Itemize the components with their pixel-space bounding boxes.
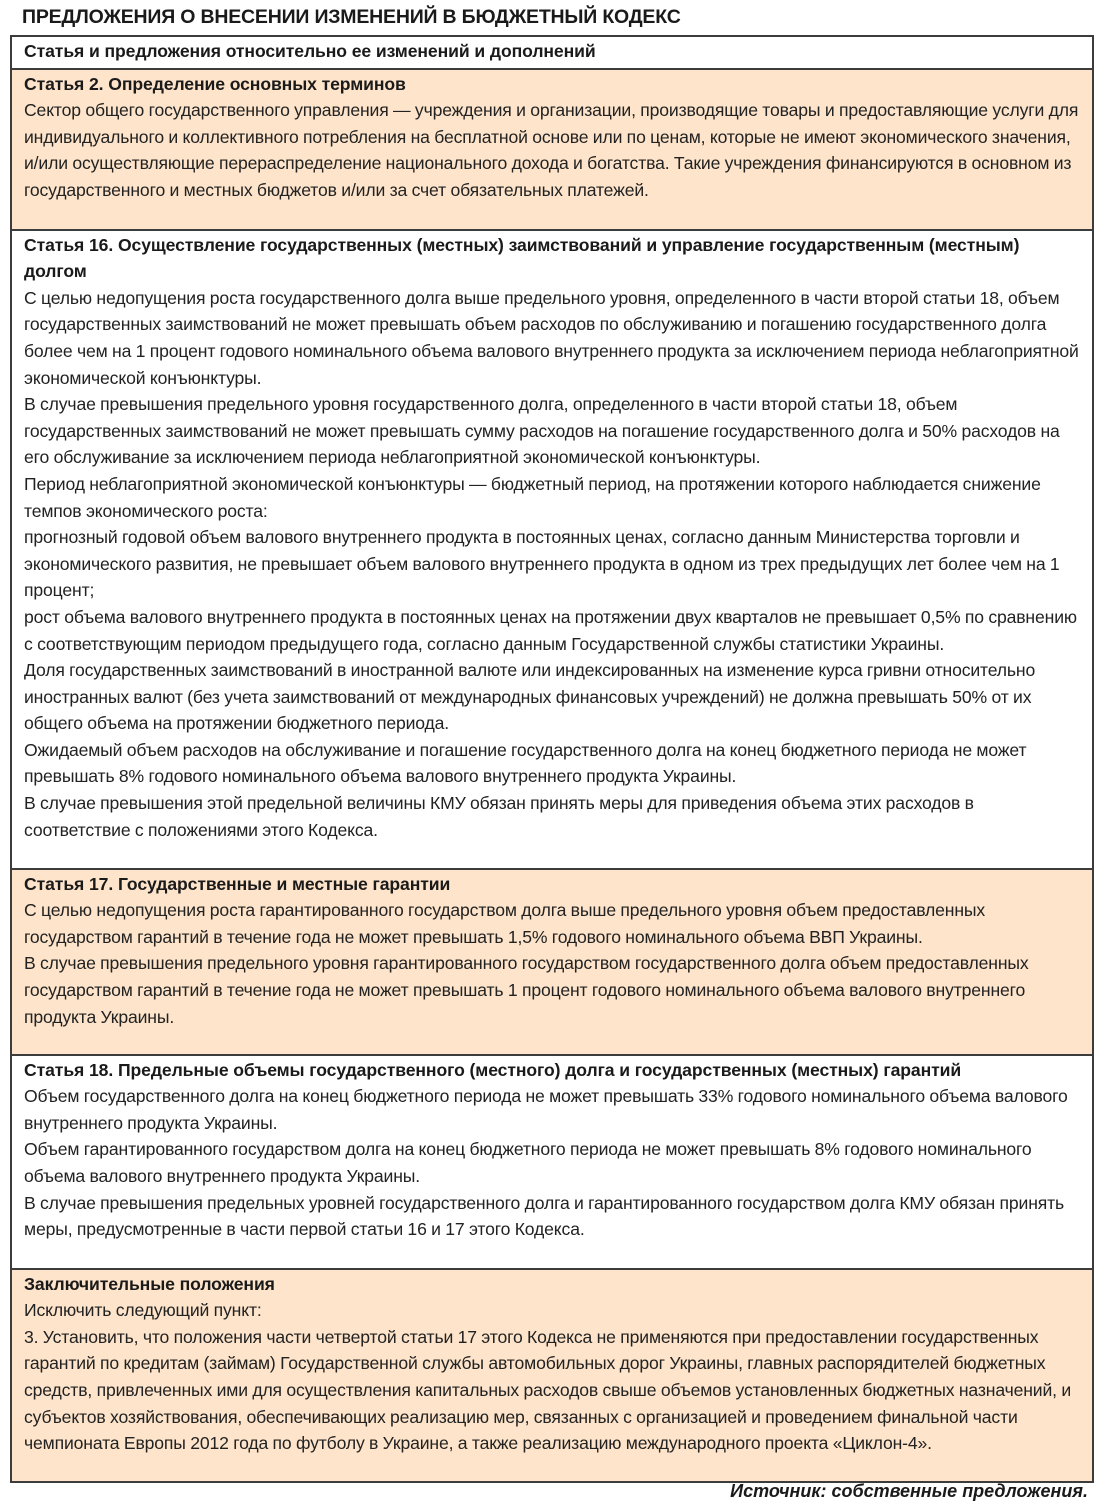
section-paragraph: прогнозный годовой объем валового внутреннего продукта в постоянных ценах, согласно данным Министерства торговли и экономического развития, не превышает объем валового внутреннего продукта в одном из трех предыдущих лет более чем на 1 процент; <box>24 527 1060 601</box>
section-paragraph: В случае превышения предельного уровня гарантированного государством государственного долга объем предоставленных государством гарантий в течение года не может превышать 1 процент годового номинального объема валового внутреннего продукта Украины. <box>24 953 1029 1027</box>
source-note: Источник: собственные предложения. <box>730 1481 1088 1501</box>
section-paragraph: рост объема валового внутреннего продукта в постоянных ценах на протяжении двух кварталов не превышает 0,5% по сравнению с соответствующим периодом предыдущего года, согласно данным Государственной службы статистики Украины. <box>24 606 1077 654</box>
section-heading: Статья 16. Осуществление государственных (местных) заимствований и управление государственным (местным) долгом <box>24 234 1020 282</box>
section-heading: Заключительные положения <box>24 1273 275 1294</box>
section-heading: Статья 2. Определение основных терминов <box>24 73 406 94</box>
section-paragraph: Период неблагоприятной экономической конъюнктуры — бюджетный период, на протяжении которого наблюдается снижение темпов экономического роста: <box>24 473 1041 521</box>
section-paragraph: С целью недопущения роста гарантированного государством долга выше предельного уровня объем предоставленных государством гарантий в течение года не может превышать 1,5% годового номинального объема ВВП Украины. <box>24 900 986 947</box>
section-final-provisions <box>12 1268 1092 1481</box>
section-paragraph: Ожидаемый объем расходов на обслуживание и погашение государственного долга на конец бюджетного периода не может превышать 8% годового номинального объема валового внутреннего продукта Украины. <box>24 739 1027 787</box>
section-article-18 <box>12 1054 1092 1268</box>
section-paragraph: С целью недопущения роста государственного долга выше предельного уровня, определенного в части второй статьи 18, объем государственных заимствований не может превышать объем расходов по обслуживанию и погашению государственного долга более чем на 1 процент годового номинального объема валового внутреннего продукта за исключением периода неблагоприятной экономической конъюнктуры. <box>24 287 1079 388</box>
section-heading: Статья 17. Государственные и местные гарантии <box>24 873 451 894</box>
section-heading: Статья 18. Предельные объемы государственного (местного) долга и государственных (местных) гарантий <box>24 1059 962 1080</box>
section-paragraph: Объем государственного долга на конец бюджетного периода не может превышать 33% годового номинального объема валового внутреннего продукта Украины. <box>24 1086 1068 1133</box>
amendments-table <box>10 35 1094 1483</box>
section-paragraph: В случае превышения этой предельной величины КМУ обязан принять меры для приведения объема этих расходов в соответствие с положениями этого Кодекса. <box>24 793 974 840</box>
section-paragraph: Объем гарантированного государством долга на конец бюджетного периода не может превышать 8% годового номинального объема валового внутреннего продукта Украины. <box>24 1139 1032 1186</box>
section-paragraph: В случае превышения предельных уровней государственного долга и гарантированного государством долга КМУ обязан принять меры, предусмотренные в части первой статьи 16 и 17 этого Кодекса. <box>24 1192 1065 1240</box>
section-paragraph: Исключить следующий пункт: <box>24 1300 262 1321</box>
table-header: Статья и предложения относительно ее изменений и дополнений <box>24 41 596 61</box>
section-article-2 <box>12 68 1092 229</box>
section-article-16 <box>12 229 1092 868</box>
section-paragraph: Доля государственных заимствований в иностранной валюте или индексированных на изменение курса гривни относительно иностранных валют (без учета заимствований от международных финансовых учреждений) не должна превышать 50% от их общего объема на протяжении бюджетного периода. <box>24 660 1036 734</box>
table-header-row <box>12 37 1092 68</box>
section-article-17 <box>12 868 1092 1054</box>
section-paragraph: В случае превышения предельного уровня государственного долга, определенного в части второй статьи 18, объем государственных заимствований не может превышать сумму расходов на погашение государственного долга и 50% расходов на его обслуживание за исключением периода неблагоприятной экономической конъюнктуры. <box>24 394 1060 468</box>
section-paragraph: Сектор общего государственного управления — учреждения и организации, производящие товары и предоставляющие услуги для индивидуального и коллективного потребления на бесплатной основе или по ценам, которые не имеют экономического значения, и/или осуществляющие перераспределение национального дохода и богатства. Такие учреждения финансируются в основном из государственного и местных бюджетов и/или за счет обязательных платежей. <box>24 100 1079 200</box>
section-paragraph: 3. Установить, что положения части четвертой статьи 17 этого Кодекса не применяются при предоставлении государственных гарантий по кредитам (займам) Государственной службы автомобильных дорог Украины, главных распорядителей бюджетных средств, привлеченных ими для осуществления капитальных расходов свыше объемов установленных бюджетных назначений, и субъектов хозяйствования, обеспечивающих реализацию мер, связанных с организацией и проведением финальной части чемпионата Европы 2012 года по футболу в Украине, а также реализацию международного проекта «Циклон-4». <box>24 1326 1072 1454</box>
document-title: ПРЕДЛОЖЕНИЯ О ВНЕСЕНИИ ИЗМЕНЕНИЙ В БЮДЖЕТНЫЙ КОДЕКС <box>22 6 681 28</box>
